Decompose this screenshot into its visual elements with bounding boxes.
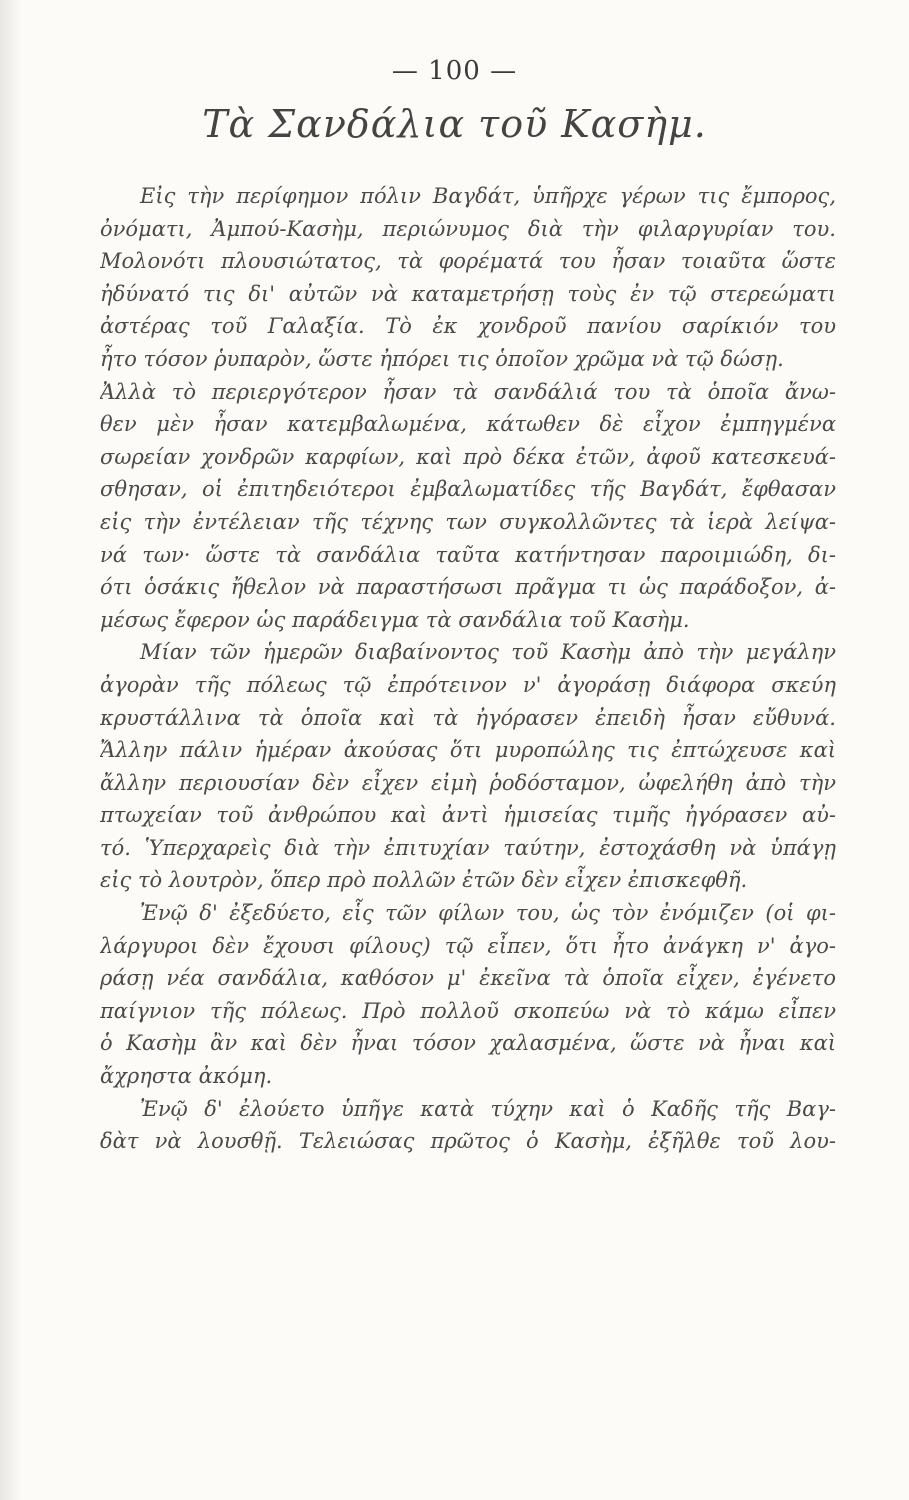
text-line: Μίαν τῶν ἡμερῶν διαβαίνοντος τοῦ Κασὴμ ἀπὸ τὴν μεγάλην xyxy=(140,640,836,665)
text-line: ότι ὁσάκις ἤθελον νὰ παραστήσωσι πρᾶγμα τι ὡς παράδοξον, ἀ- xyxy=(100,575,836,600)
text-line: μέσως ἔφερον ὡς παράδειγμα τὰ σανδάλια τοῦ Κασὴμ. xyxy=(100,607,690,632)
text-line: ὁ Κασὴμ ἂν καὶ δὲν ἦναι τόσον χαλασμένα, ὥστε νὰ ἦναι καὶ xyxy=(100,1031,836,1056)
text-line: ράσῃ νέα σανδάλια, καθόσον μ' ἐκεῖνα τὰ ὁποῖα εἶχεν, ἐγένετο xyxy=(100,966,836,991)
text-line: Εἰς τὴν περίφημον πόλιν Βαγδάτ, ὑπῆρχε γέρων τις ἔμπορος, xyxy=(140,184,836,208)
body-text xyxy=(100,180,836,1158)
text-line: λάργυροι δὲν ἔχουσι φίλους) τῷ εἶπεν, ὅτι ἦτο ἀνάγκη ν' ἀγο- xyxy=(100,933,836,958)
text-line: εἰς τὸ λουτρὸν, ὅπερ πρὸ πολλῶν ἐτῶν δὲν εἶχεν ἐπισκεφθῆ. xyxy=(100,868,748,893)
text-line: εἰς τὴν ἐντέλειαν τῆς τέχνης των συγκολλῶντες τὰ ἱερὰ λείψα- xyxy=(100,509,836,534)
text-line: ἀστέρας τοῦ Γαλαξία. Τὸ ἐκ χονδροῦ πανίου σαρίκιόν του xyxy=(100,314,836,339)
text-line: Ἐνῷ δ' ἐξεδύετο, εἷς τῶν φίλων του, ὡς τὸν ἐνόμιζεν (οἱ φι- xyxy=(140,901,836,926)
text-line: ἄχρηστα ἀκόμη. xyxy=(100,1064,273,1089)
text-line: κρυστάλλινα τὰ ὁποῖα καὶ τὰ ἠγόρασεν ἐπειδὴ ἦσαν εὔθυνά. xyxy=(100,705,836,730)
text-line: ἀγορὰν τῆς πόλεως τῷ ἐπρότεινον ν' ἀγοράσῃ διάφορα σκεύη xyxy=(100,672,836,697)
text-line: ἦτο τόσον ῥυπαρὸν, ὥστε ἠπόρει τις ὁποῖον χρῶμα νὰ τῷ δώσῃ. xyxy=(100,346,784,371)
text-line: πτωχείαν τοῦ ἀνθρώπου καὶ ἀντὶ ἡμισείας τιμῆς ἠγόρασεν αὐ- xyxy=(100,803,836,828)
text-line: Ἀλλὰ τὸ περιεργότερον ἦσαν τὰ σανδάλιά του τὰ ὁποῖα ἄνω- xyxy=(100,379,836,404)
text-line: Ἐνῷ δ' ἐλούετο ὑπῆγε κατὰ τύχην καὶ ὁ Καδῆς τῆς Βαγ- xyxy=(140,1096,836,1121)
page-number: — 100 — xyxy=(391,56,518,86)
text-line: νά των· ὥστε τὰ σανδάλια ταῦτα κατήντησαν παροιμιώδη, δι- xyxy=(100,542,836,567)
text-line: δὰτ νὰ λουσθῇ. Τελειώσας πρῶτος ὁ Κασὴμ, ἐξῆλθε τοῦ λου- xyxy=(100,1129,836,1154)
text-line: σθησαν, οἱ ἐπιτηδειότεροι ἐμβαλωματίδες τῆς Βαγδάτ, ἔφθασαν xyxy=(100,477,836,502)
chapter-title: Τὰ Σανδάλια τοῦ Κασὴμ. xyxy=(202,102,707,146)
text-line: ἠδύνατό τις δι' αὐτῶν νὰ καταμετρήσῃ τοὺς ἐν τῷ στερεώματι xyxy=(100,281,836,306)
page-shadow xyxy=(0,0,22,1500)
text-line: ὀνόματι, Ἀμπού-Κασὴμ, περιώνυμος διὰ τὴν φιλαργυρίαν του. xyxy=(100,216,836,241)
text-line: παίγνιον τῆς πόλεως. Πρὸ πολλοῦ σκοπεύω νὰ τὸ κάμω εἶπεν xyxy=(100,998,836,1023)
text-line: θεν μὲν ἦσαν κατεμβαλωμένα, κάτωθεν δὲ εἶχον ἐμπηγμένα xyxy=(100,412,836,437)
text-line: τό. Ὑπερχαρεὶς διὰ τὴν ἐπιτυχίαν ταύτην, ἐστοχάσθη νὰ ὑπάγῃ xyxy=(100,835,836,860)
text-line: σωρείαν χονδρῶν καρφίων, καὶ πρὸ δέκα ἐτῶν, ἀφοῦ κατεσκευά- xyxy=(100,444,836,469)
text-line: ἄλλην περιουσίαν δὲν εἶχεν εἰμὴ ῥοδόσταμον, ὠφελήθη ἀπὸ τὴν xyxy=(100,770,836,795)
text-line: Ἄλλην πάλιν ἡμέραν ἀκούσας ὅτι μυροπώλης τις ἐπτώχευσε καὶ xyxy=(100,738,836,763)
text-line: Μολονότι πλουσιώτατος, τὰ φορέματά του ἦσαν τοιαῦτα ὥστε xyxy=(100,249,836,274)
